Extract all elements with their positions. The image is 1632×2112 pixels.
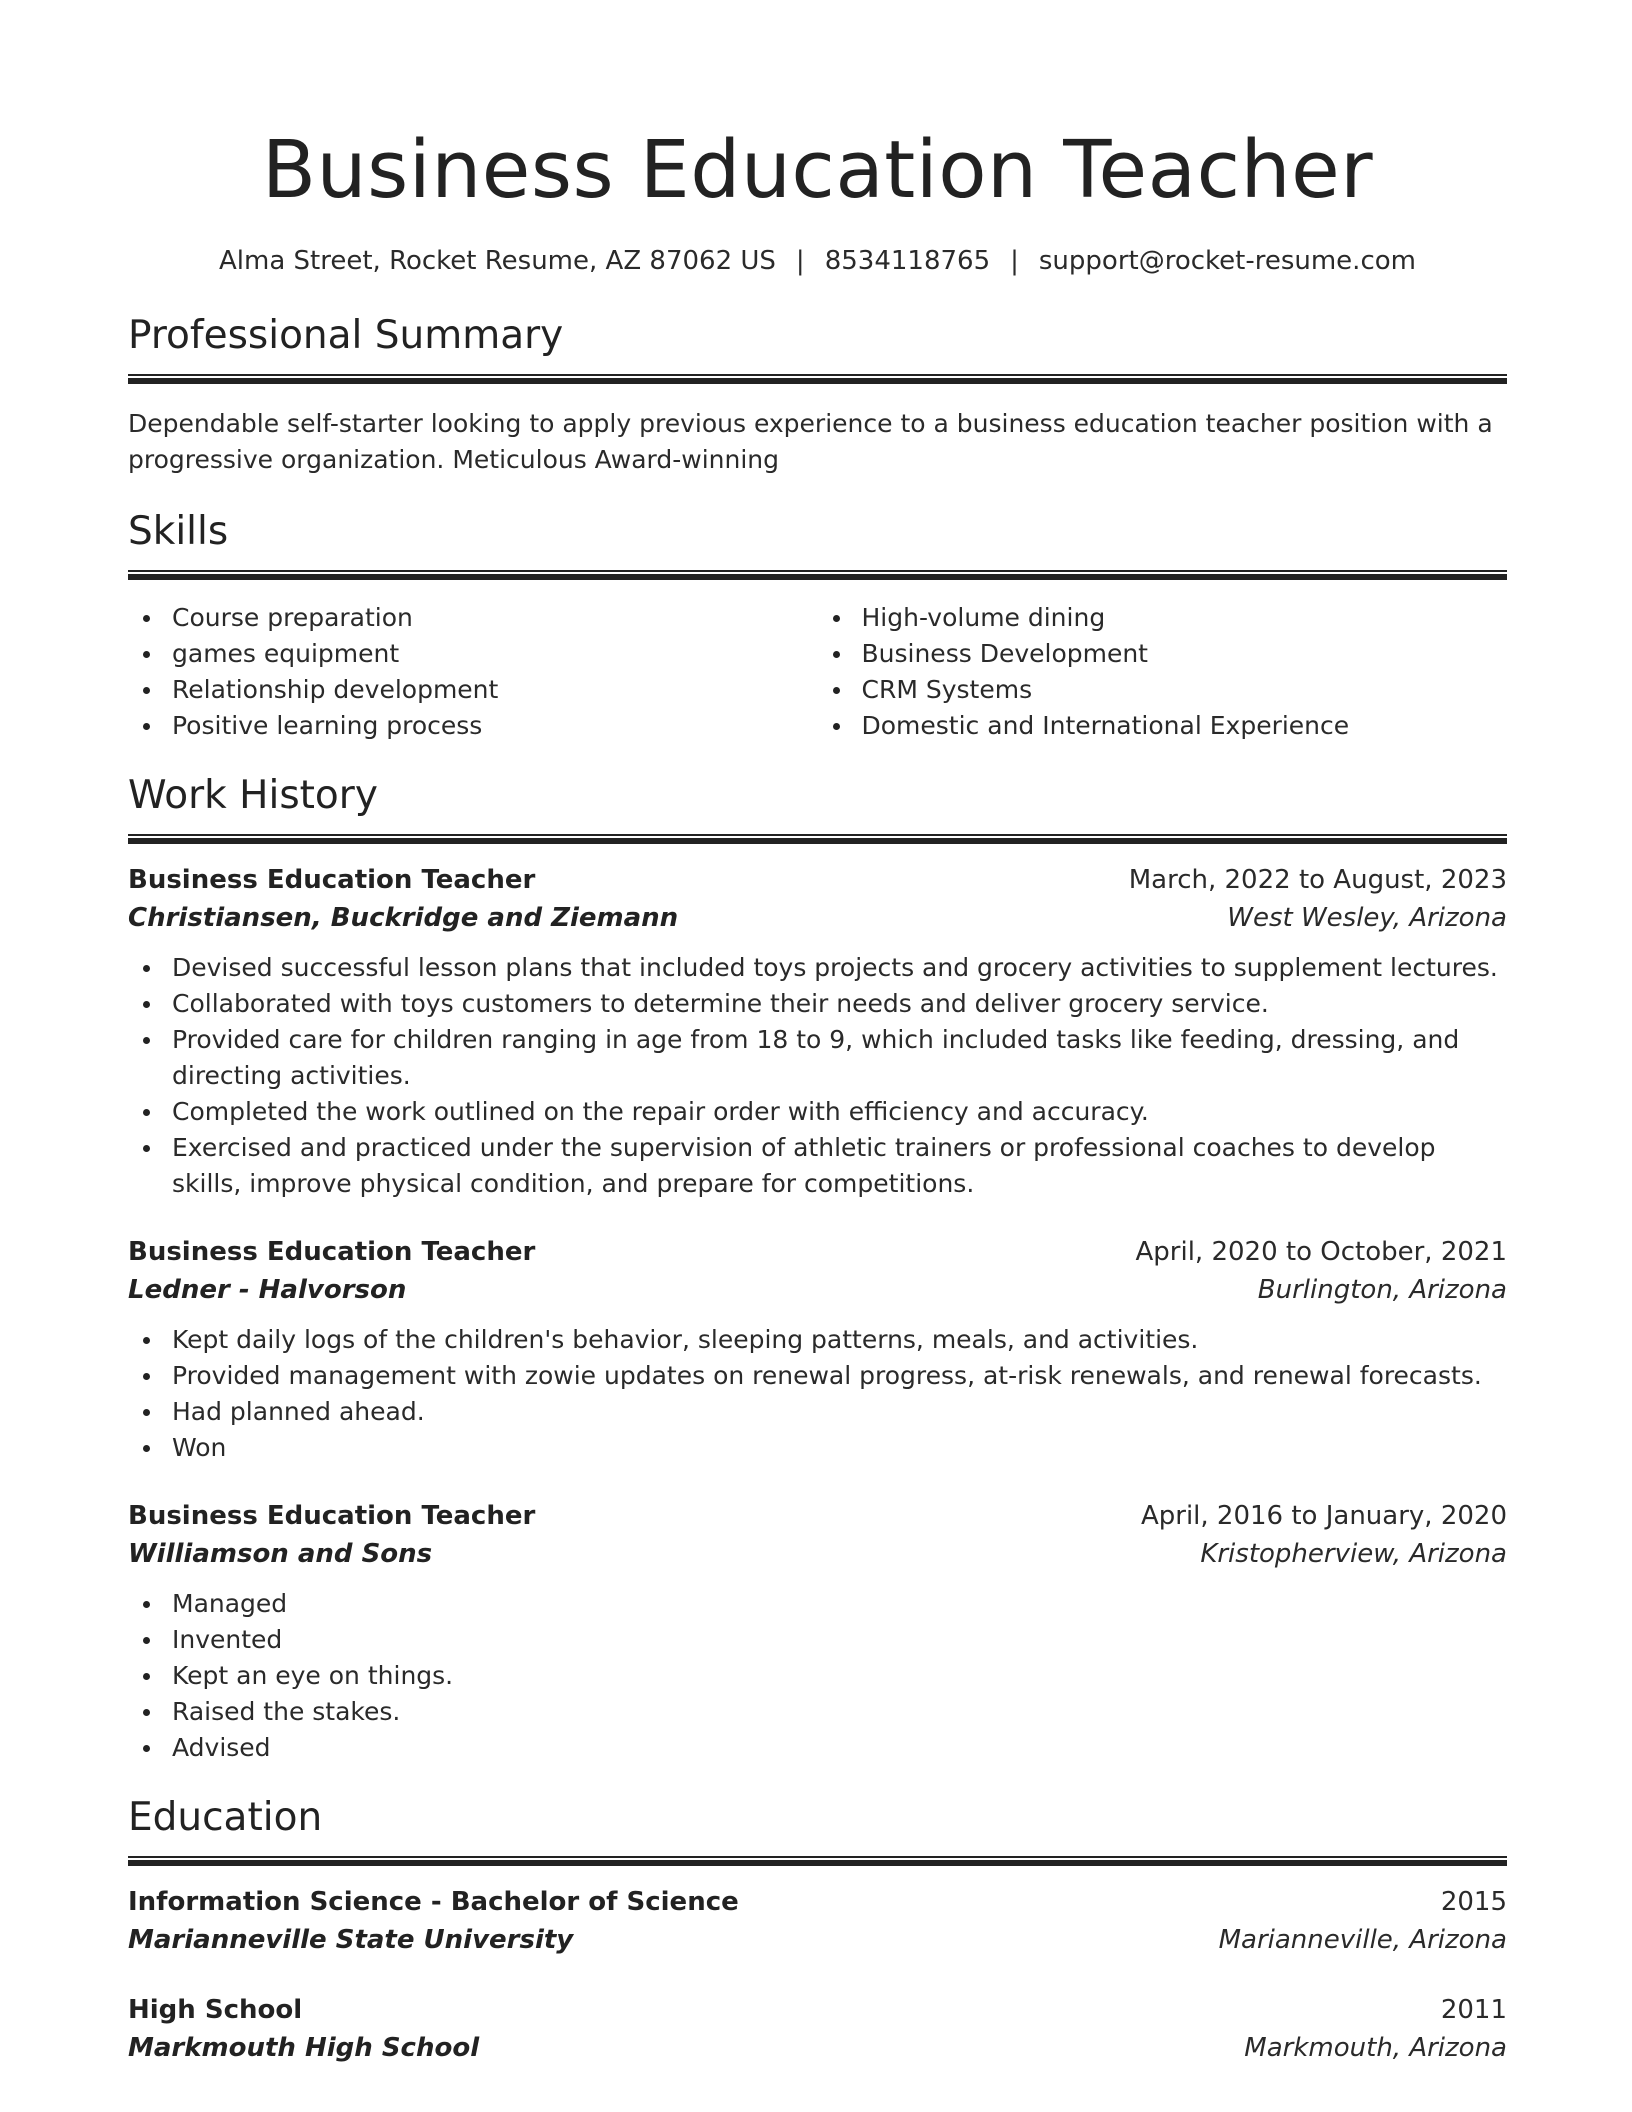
section-divider (128, 374, 1507, 384)
list-item: Completed the work outlined on the repair order with efficiency and accuracy. (128, 1094, 1507, 1130)
section-title-education: Education (128, 1795, 323, 1840)
school-name: Markmouth High School (128, 2033, 480, 2063)
graduation-year: 2011 (1440, 1995, 1507, 2025)
job-dates: April, 2020 to October, 2021 (1135, 1237, 1507, 1267)
section-title-skills: Skills (128, 509, 229, 554)
job-title: Business Education Teacher (128, 1237, 536, 1267)
skill-item: CRM Systems (818, 672, 1508, 708)
education-section (128, 1794, 1507, 2068)
address: Alma Street, Rocket Resume, AZ 87062 US (219, 246, 776, 276)
skill-item: Domestic and International Experience (818, 708, 1508, 744)
job-dates: March, 2022 to August, 2023 (1128, 865, 1507, 895)
education-entry (128, 1884, 1507, 1960)
job-location: Kristopherview, Arizona (1200, 1539, 1507, 1569)
skills-right-list (818, 600, 1508, 744)
separator: | (795, 246, 805, 276)
summary-section (128, 312, 1507, 478)
job-location: West Wesley, Arizona (1227, 903, 1507, 933)
job-bullets (128, 1322, 1507, 1466)
phone: 8534118765 (824, 246, 991, 276)
job-title: Business Education Teacher (128, 1501, 536, 1531)
section-divider (128, 1856, 1507, 1866)
list-item: Kept an eye on things. (128, 1658, 1507, 1694)
graduation-year: 2015 (1440, 1887, 1507, 1917)
email-link[interactable]: support@rocket-resume.com (1038, 246, 1416, 276)
company-name: Williamson and Sons (128, 1539, 433, 1569)
job-entry (128, 862, 1507, 1202)
list-item: Provided management with zowie updates on renewal progress, at-risk renewals, and renewal forecasts. (128, 1358, 1507, 1394)
section-divider (128, 570, 1507, 580)
skill-item: Course preparation (128, 600, 818, 636)
resume-name: Business Education Teacher (261, 124, 1374, 216)
job-entry (128, 1498, 1507, 1766)
list-item: Collaborated with toys customers to determine their needs and deliver grocery service. (128, 986, 1507, 1022)
degree: High School (128, 1995, 303, 2025)
job-bullets (128, 1586, 1507, 1766)
separator: | (1010, 246, 1019, 276)
list-item: Kept daily logs of the children's behavior, sleeping patterns, meals, and activities. (128, 1322, 1507, 1358)
company-name: Christiansen, Buckridge and Ziemann (128, 903, 679, 933)
summary-text: Dependable self-starter looking to apply previous experience to a business education teacher position with a progressive organization. Meticulous Award-winning (128, 409, 1493, 474)
job-title: Business Education Teacher (128, 865, 536, 895)
section-divider (128, 834, 1507, 844)
list-item: Had planned ahead. (128, 1394, 1507, 1430)
list-item: Managed (128, 1586, 1507, 1622)
education-entry (128, 1992, 1507, 2068)
skill-item: High-volume dining (818, 600, 1508, 636)
list-item: Raised the stakes. (128, 1694, 1507, 1730)
list-item: Invented (128, 1622, 1507, 1658)
list-item: Advised (128, 1730, 1507, 1766)
school-name: Marianneville State University (128, 1925, 574, 1955)
list-item: Exercised and practiced under the supervision of athletic trainers or professional coaches to develop skills, improve physical condition, and prepare for competitions. (128, 1130, 1507, 1202)
job-location: Burlington, Arizona (1257, 1275, 1507, 1305)
skill-item: games equipment (128, 636, 818, 672)
job-entry (128, 1234, 1507, 1466)
work-history-section (128, 772, 1507, 1766)
list-item: Provided care for children ranging in age from 18 to 9, which included tasks like feeding, dressing, and directing activities. (128, 1022, 1507, 1094)
school-location: Markmouth, Arizona (1244, 2033, 1507, 2063)
list-item: Won (128, 1430, 1507, 1466)
list-item: Devised successful lesson plans that included toys projects and grocery activities to supplement lectures. (128, 950, 1507, 986)
skill-item: Business Development (818, 636, 1508, 672)
contact-line (128, 244, 1507, 278)
job-dates: April, 2016 to January, 2020 (1140, 1501, 1507, 1531)
section-title-work-history: Work History (128, 773, 378, 818)
skills-left-list (128, 600, 818, 744)
skills-section (128, 508, 1507, 744)
skill-item: Positive learning process (128, 708, 818, 744)
skill-item: Relationship development (128, 672, 818, 708)
school-location: Marianneville, Arizona (1218, 1925, 1507, 1955)
degree: Information Science - Bachelor of Science (128, 1887, 739, 1917)
skills-columns (128, 600, 1507, 744)
job-bullets (128, 950, 1507, 1202)
company-name: Ledner - Halvorson (128, 1275, 407, 1305)
section-title-summary: Professional Summary (128, 313, 564, 358)
